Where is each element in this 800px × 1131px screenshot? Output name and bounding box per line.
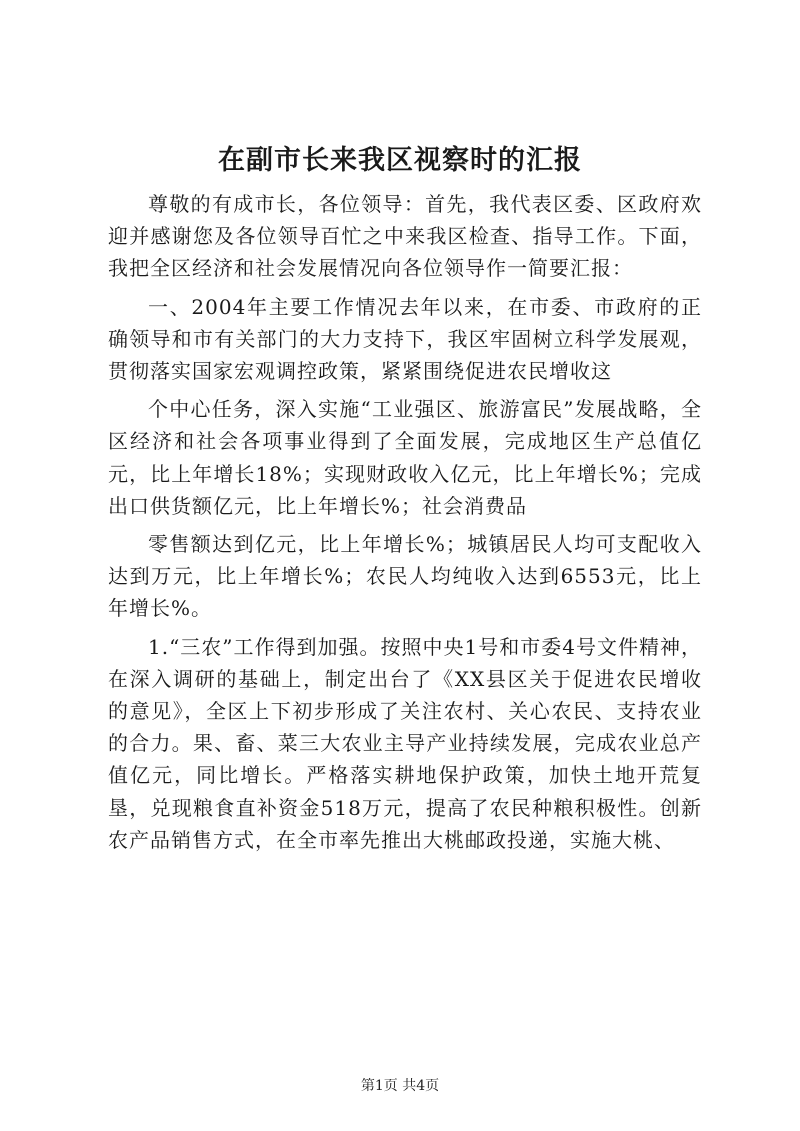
paragraph-economic-overview: 个中心任务，深入实施“工业强区、旅游富民”发展战略，全区经济和社会各项事业得到了全面发展，完成地区生产总值亿元，比上年增长18%；实现财政收入亿元，比上年增长%；完成出口供货额亿元，比上年增长%；社会消费品	[108, 397, 702, 518]
paragraph-income-figures: 零售额达到亿元，比上年增长%；城镇居民人均可支配收入达到万元，比上年增长%；农民人均纯收入达到6553元，比上年增长%。	[108, 532, 702, 621]
document-body	[108, 188, 702, 862]
paragraph-agriculture: 1.“三农”工作得到加强。按照中央1号和市委4号文件精神，在深入调研的基础上，制定出台了《XX县区关于促进农民增收的意见》，全区上下初步形成了关注农村、关心农民、支持农业的合力。果、畜、菜三大农业主导产业持续发展，完成农业总产值亿元，同比增长。严格落实耕地保护政策，加快土地开荒复垦，兑现粮食直补资金518万元，提高了农民种粮积极性。创新农产品销售方式，在全市率先推出大桃邮政投递，实施大桃、	[108, 634, 702, 852]
paragraph-section-one-intro: 一、2004年主要工作情况去年以来，在市委、市政府的正确领导和市有关部门的大力支持下，我区牢固树立科学发展观，贯彻落实国家宏观调控政策，紧紧围绕促进农民增收这	[108, 294, 702, 384]
paragraph-greeting: 尊敬的有成市长，各位领导：首先，我代表区委、区政府欢迎并感谢您及各位领导百忙之中来我区检查、指导工作。下面，我把全区经济和社会发展情况向各位领导作一简要汇报：	[108, 192, 702, 281]
document-title: 在副市长来我区视察时的汇报	[218, 145, 582, 176]
page-footer: 第1页 共4页	[360, 1078, 440, 1094]
